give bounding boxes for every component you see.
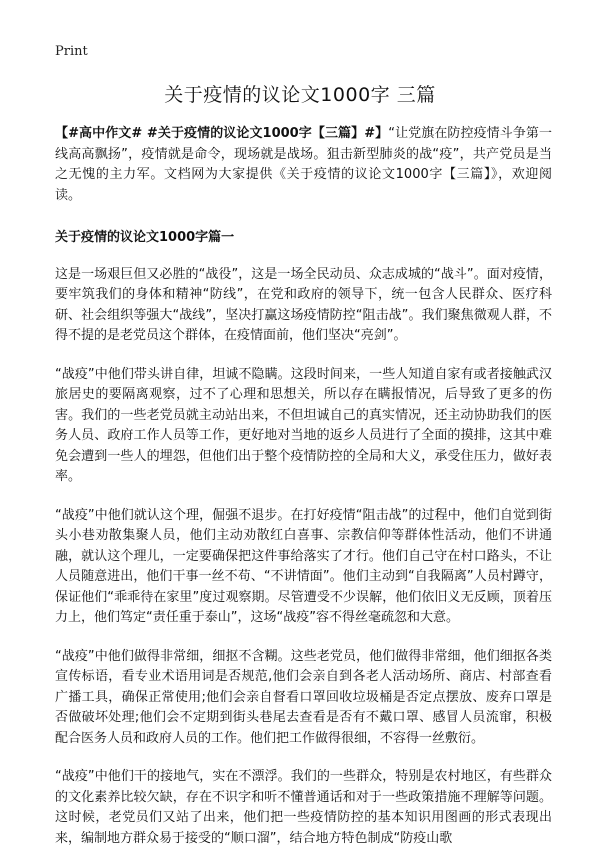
intro-text: “让党旗在防控疫情斗争第一线高高飘扬”，疫情就是命令，现场就是战场。狙击新型肺炎的战“疫”，共产党员是当之无愧的主力军。文档网为大家提供《关于疫情的议论文1000字【三篇】》，欢迎阅读。 xyxy=(55,126,552,203)
print-link[interactable]: Print xyxy=(55,44,88,59)
body-paragraph: “战疫”中他们带头讲自律，坦诚不隐瞒。这段时间来，一些人知道自家有或者接触武汉旅居史的要隔离观察，过不了心理和思想关，所以存在瞒报情况，后导致了更多的伤害。我们的一些老党员就主动站出来，不但坦诚自己的真实情况，还主动协助我们的医务人员、政府工作人员等工作，更好地对当地的返乡人员进行了全面的摸排，这其中难免会遭到一些人的埋怨，但他们出于整个疫情防控的全局和大义，承受住压力，做好表率。 xyxy=(55,366,552,484)
body-paragraph: “战疫”中他们干的接地气，实在不漂浮。我们的一些群众，特别是农村地区，有些群众的文化素养比较欠缺，存在不识字和听不懂普通话和对于一些政策措施不理解等问题。这时候，老党员们又站了出来，他们把一些疫情防控的基本知识用图画的形式表现出来，编制地方群众易于接受的“顺口溜”，结合地方特色制成“防疫山歌 xyxy=(55,769,552,846)
article-body xyxy=(55,124,552,867)
page-title: 关于疫情的议论文1000字 三篇 xyxy=(164,84,436,106)
body-paragraph: 这是一场艰巨但又必胜的“战役”，这是一场全民动员、众志成城的“战斗”。面对疫情，要牢筑我们的身体和精神“防线”，在党和政府的领导下，统一包含人民群众、医疗科研、社会组织等强大“战线”，坚决打赢这场疫情防控“阻击战”。我们聚焦微观人群，不得不提的是老党员这个群体，在疫情面前，他们坚决“亮剑”。 xyxy=(55,266,552,343)
section-heading: 关于疫情的议论文1000字篇一 xyxy=(55,230,235,245)
body-paragraph: “战疫”中他们做得非常细，细抠不含糊。这些老党员，他们做得非常细，他们细抠各类宣传标语，看专业术语用词是否规范,他们会亲自到各老人活动场所、商店、村部查看广播工具，确保正常使用;他们会亲自督看口罩回收垃圾桶是否定点摆放、废弃口罩是否做破坏处理;他们会不定期到街头巷尾去查看是否有不戴口罩、感冒人员流窜，积极配合医务人员和政府人员的工作。他们把工作做得很细，不容得一丝敷衍。 xyxy=(55,648,552,746)
intro-tag: 【#高中作文# #关于疫情的议论文1000字【三篇】#】 xyxy=(55,126,389,141)
body-paragraph: “战疫”中他们就认这个理，倔强不退步。在打好疫情“阻击战”的过程中，他们自觉到街头小巷劝散集聚人员，他们主动劝散红白喜事、宗教信仰等群体性活动，他们不讲通融，就认这个理儿，一定要确保把这件事给落实了才行。他们自己守在村口路头，不让人员随意进出，他们干事一丝不苟、“不讲情面”。他们主动到“自我隔离”人员村蹲守，保证他们“乖乖待在家里”度过观察期。尽管遭受不少误解，他们依旧义无反顾，顶着压力上，他们笃定“责任重于泰山”，这场“战疫”容不得丝毫疏忽和大意。 xyxy=(55,507,552,625)
intro-paragraph xyxy=(55,124,552,206)
